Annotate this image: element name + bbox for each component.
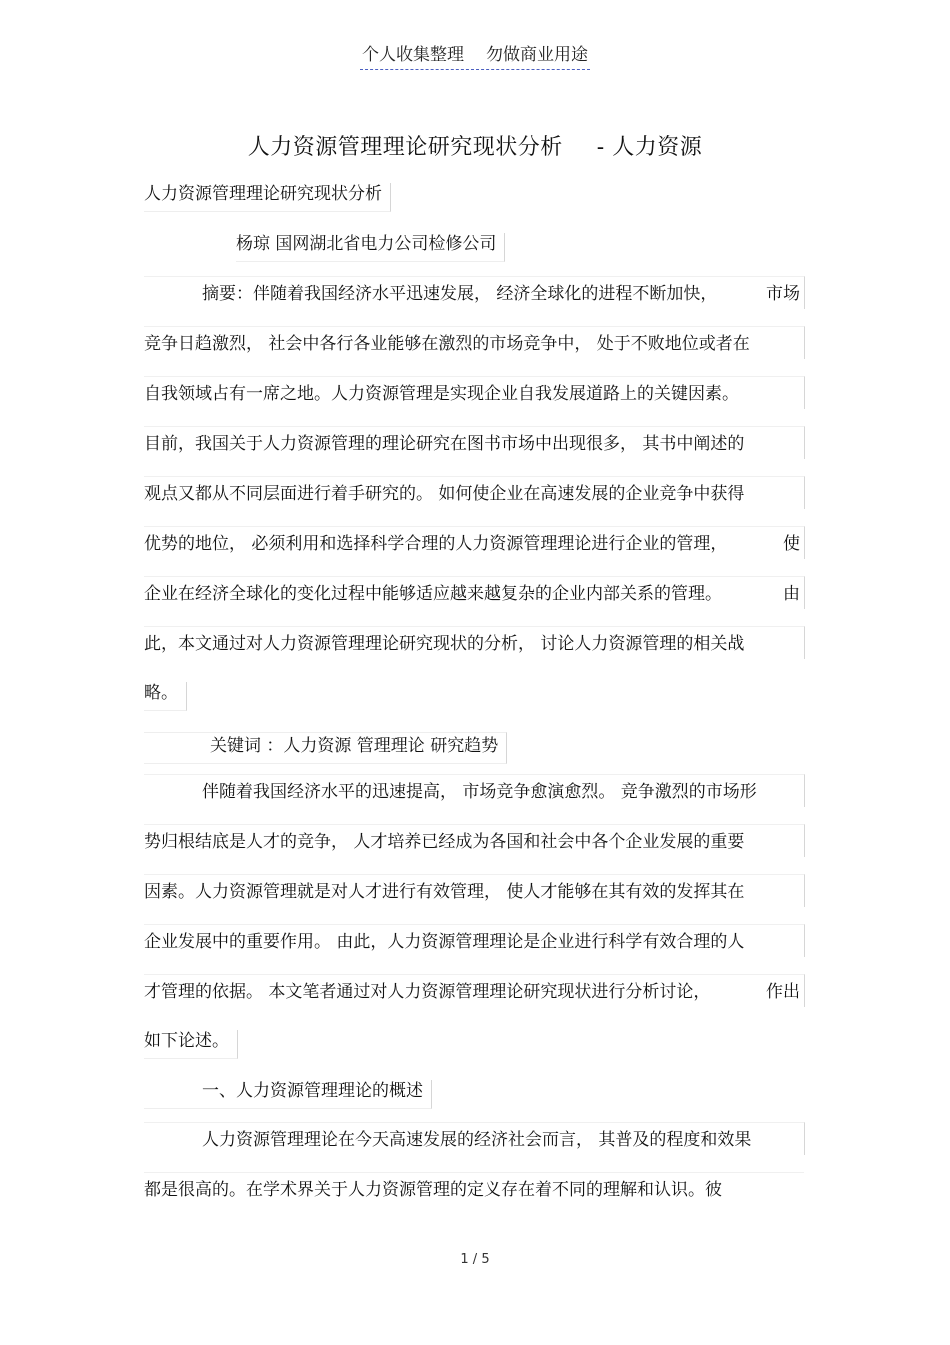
title-suffix: - 人力资源 [596,135,703,160]
abstract-line [144,376,805,409]
abstract-line [144,276,805,309]
abstract-line-text: 自我领域占有一席之地。人力资源管理是实现企业自我发展道路上的关键因素。 [144,384,739,404]
title-main: 人力资源管理理论研究现状分析 [247,135,563,160]
header-watermark [360,40,590,70]
intro-last-line: 如下论述。 [144,1030,238,1059]
intro-line-text: 企业发展中的重要作用。 由此，人力资源管理理论是企业进行科学有效合理的人 [144,932,745,952]
document-title [0,130,950,161]
abstract-line [144,576,805,609]
section-heading: 一、人力资源管理理论的概述 [144,1080,432,1109]
abstract-line [144,326,805,359]
abstract-line-text: 优势的地位， 必须利用和选择科学合理的人力资源管理理论进行企业的管理， [144,534,728,554]
abstract-last-line: 略。 [144,682,187,711]
header-right-text: 勿做商业用途 [486,45,588,65]
abstract-line [144,426,805,459]
page-number: 1 / 5 [460,1252,490,1267]
intro-line [144,774,805,807]
abstract-line-end: 市场 [766,284,800,304]
section1-line [144,1122,805,1155]
abstract-line [144,526,805,559]
abstract-line-text: 目前，我国关于人力资源管理的理论研究在图书市场中出现很多， 其书中阐述的 [144,434,745,454]
abstract-line-text: 观点又都从不同层面进行着手研究的。 如何使企业在高速发展的企业竞争中获得 [144,484,745,504]
subtitle: 人力资源管理理论研究现状分析 [144,183,391,212]
abstract-line-end: 由 [783,584,800,604]
author-line: 杨琼 国网湖北省电力公司检修公司 [236,233,505,262]
section1-line-text: 都是很高的。在学术界关于人力资源管理的定义存在着不同的理解和认识。彼 [144,1180,722,1200]
intro-line [144,874,805,907]
abstract-line [144,626,805,659]
abstract-line-text: 此，本文通过对人力资源管理理论研究现状的分析， 讨论人力资源管理的相关战 [144,634,745,654]
intro-line-text: 伴随着我国经济水平的迅速提高， 市场竞争愈演愈烈。 竞争激烈的市场形 [202,782,757,802]
header-left-text: 个人收集整理 [362,45,464,65]
page-header [0,40,950,70]
keywords-line: 关键词 ：人力资源 管理理论 研究趋势 [144,732,507,764]
abstract-line [144,476,805,509]
abstract-line-text: 竞争日趋激烈， 社会中各行各业能够在激烈的市场竞争中， 处于不败地位或者在 [144,334,750,354]
section1-line [144,1172,804,1205]
intro-line [144,824,805,857]
intro-line-text: 才管理的依据。 本文笔者通过对人力资源管理理论研究现状进行分析讨论， [144,982,711,1002]
intro-line-text: 势归根结底是人才的竞争， 人才培养已经成为各国和社会中各个企业发展的重要 [144,832,745,852]
section1-line-text: 人力资源管理理论在今天高速发展的经济社会而言， 其普及的程度和效果 [202,1130,752,1150]
intro-line-text: 因素。人力资源管理就是对人才进行有效管理， 使人才能够在其有效的发挥其在 [144,882,745,902]
abstract-line-text: 摘要：伴随着我国经济水平迅速发展， 经济全球化的进程不断加快， [202,284,718,304]
abstract-line-text: 企业在经济全球化的变化过程中能够适应越来越复杂的企业内部关系的管理。 [144,584,722,604]
intro-line-end: 作出 [766,982,800,1002]
intro-line [144,974,805,1007]
intro-line [144,924,805,957]
abstract-line-end: 使 [783,534,800,554]
